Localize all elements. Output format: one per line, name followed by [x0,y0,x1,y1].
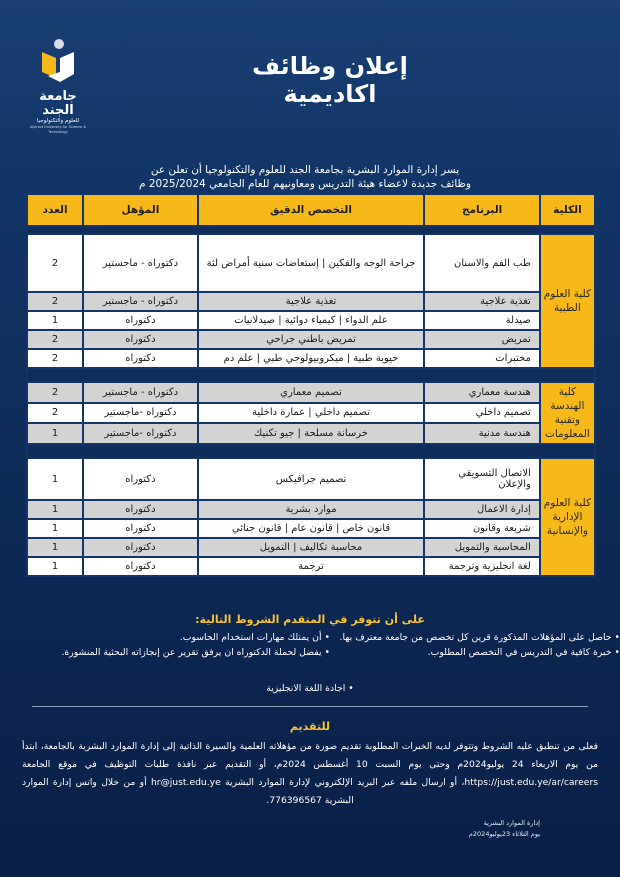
program-cell: لغة انجليزية وترجمة [424,557,539,576]
count-cell: 2 [27,403,83,424]
signature [440,818,540,840]
header-qualification: المؤهل [83,194,197,226]
specialization-cell: محاسبة تكاليف | التمويل [198,538,425,557]
faculty-cell: كلية الهندسة وتقنية المعلومات [540,382,595,444]
jobs-table [26,193,596,577]
count-cell: 2 [27,330,83,349]
table-row [27,311,595,330]
signature-date: يوم الثلاثاء 23يوليو2024م [468,830,540,838]
specialization-cell: تمريض باطني جراحي [198,330,425,349]
table-row [27,330,595,349]
qualification-cell: دكتوراه - ماجستير [83,382,197,403]
specialization-cell: موارد بشرية [198,500,425,519]
faculty-cell: كلية العلوم الطبية [540,234,595,368]
program-cell: مختبرات [424,349,539,368]
qualification-cell: دكتوراه [83,311,197,330]
specialization-cell: قانون خاص | قانون عام | قانون جنائي [198,519,425,538]
condition-item: • اجادة اللغة الانجليزية [0,683,620,694]
specialization-cell: علم الدواء | كيمياء دوائية | صيدلانيات [198,311,425,330]
logo-book-icon [38,38,78,86]
qualification-cell: دكتوراه - ماجستير [83,234,197,292]
title-line-1: إعلان وظائف [252,52,408,80]
program-cell: هندسة مدنية [424,423,539,444]
logo-english: Aljanad University for Science & Technology [29,125,87,134]
apply-text-1: فعلى من تنطبق عليه الشروط وتتوفر لديه الخبرات المطلوبة تقديم صورة من مؤهلاته العلمية والسيرة الذاتية إلى إدارة الموارد البشرية بالجامعة، ابتدأ من يوم الاربعاء 24 يوليو2024م وحتى يوم السبت 10 أغسطس 2024م، أو التقديم عبر نافذة طلبات التوظيف في موقع الجامعة [22,741,598,770]
count-cell: 2 [27,292,83,311]
table-row [27,538,595,557]
program-cell: طب الفم والاسنان [424,234,539,292]
table-row [27,423,595,444]
page-title [230,52,430,108]
apply-title: للتقديم [289,720,331,733]
conditions-list [20,631,620,659]
logo-subtitle: للعلوم والتكنولوجيا [36,118,80,124]
qualification-cell: دكتوراه -ماجستير [83,423,197,444]
count-cell: 2 [27,234,83,292]
count-cell: 2 [27,349,83,368]
qualification-cell: دكتوراه [83,538,197,557]
intro-line-2: وظائف جديدة لاعضاء هيئة التدريس ومعاونيهم للعام الجامعي 2025/2024 م [139,178,471,190]
qualification-cell: دكتوراه [83,330,197,349]
count-cell: 1 [27,519,83,538]
table-row [27,500,595,519]
specialization-cell: تصميم معماري [198,382,425,403]
qualification-cell: دكتوراه [83,500,197,519]
program-cell: هندسة معماري [424,382,539,403]
qualification-cell: دكتوراه - ماجستير [83,292,197,311]
university-logo [26,38,90,135]
qualification-cell: دكتوراه [83,557,197,576]
header-program: البرنامج [424,194,539,226]
qualification-cell: دكتوراه -ماجستير [83,403,197,424]
table-row [27,458,595,500]
table-row [27,292,595,311]
header-specialization: التخصص الدقيق [198,194,425,226]
program-cell: صيدلة [424,311,539,330]
table-spacer [27,368,595,382]
program-cell: تمريض [424,330,539,349]
specialization-cell: تصميم داخلي | عمارة داخلية [198,403,425,424]
program-cell: تصميم داخلي [424,403,539,424]
program-cell: إدارة الاعمال [424,500,539,519]
section-divider [32,706,588,707]
apply-text-3: أو من خلال واتس إدارة الموارد البشرية 776396567. [22,777,354,806]
qualification-cell: دكتوراه [83,519,197,538]
count-cell: 1 [27,500,83,519]
table-row [27,382,595,403]
intro-line-1: يسر إدارة الموارد البشرية بجامعة الجند للعلوم والتكنولوجيا أن تعلن عن [150,164,460,176]
faculty-cell: كلية العلوم الإدارية والإنسانية [540,458,595,576]
count-cell: 2 [27,382,83,403]
count-cell: 1 [27,458,83,500]
condition-item: • حاصل على المؤهلات المذكورة قرين كل تخصص من جامعة معترف بها. [330,631,620,644]
header-faculty: الكلية [540,194,595,226]
program-cell: تغذية علاجية [424,292,539,311]
specialization-cell: خرسانة مسلحة | جيو تكنيك [198,423,425,444]
logo-name: جامعة الجند [39,89,77,118]
condition-item: • أن يمتلك مهارات استخدام الحاسوب. [20,631,330,644]
table-row [27,403,595,424]
table-header-row [27,194,595,226]
condition-item: • خبرة كافية في التدريس في التخصص المطلوب. [330,646,620,659]
table-row [27,519,595,538]
table-spacer [27,444,595,458]
table-row [27,557,595,576]
count-cell: 1 [27,557,83,576]
table-row [27,234,595,292]
table-row [27,349,595,368]
specialization-cell: جراحة الوجه والفكين | إستعاضات سنية أمراض لثة [198,234,425,292]
email-link[interactable]: hr@just.edu.ye [150,777,221,788]
specialization-cell: تغذية علاجية [198,292,425,311]
title-line-2: اكاديمية [283,80,377,108]
table-spacer [27,226,595,234]
careers-link[interactable]: https://just.edu.ye/ar/careers [464,777,599,788]
qualification-cell: دكتوراه [83,349,197,368]
program-cell: المحاسبة والتمويل [424,538,539,557]
conditions-title: على أن تتوفر في المتقدم الشروط التالية: [195,613,425,626]
specialization-cell: تصميم جرافيكس [198,458,425,500]
program-cell: شريعة وقانون [424,519,539,538]
specialization-cell: ترجمة [198,557,425,576]
apply-paragraph [22,738,598,810]
count-cell: 1 [27,311,83,330]
condition-item: • يفضل لحملة الدكتوراه ان يرفق تقرير عن إنجازاته البحثية المنشورة. [20,646,330,659]
specialization-cell: حيوية طبية | ميكروبيولوجي طبي | علم دم [198,349,425,368]
program-cell: الاتصال التسويقي والإعلان [424,458,539,500]
signature-department: إدارة الموارد البشرية [483,819,540,827]
count-cell: 1 [27,423,83,444]
apply-text-2: ، أو ارسال ملفه عبر البريد الإلكتروني لإدارة الموارد البشرية [225,777,465,788]
header-count: العدد [27,194,83,226]
count-cell: 1 [27,538,83,557]
qualification-cell: دكتوراه [83,458,197,500]
